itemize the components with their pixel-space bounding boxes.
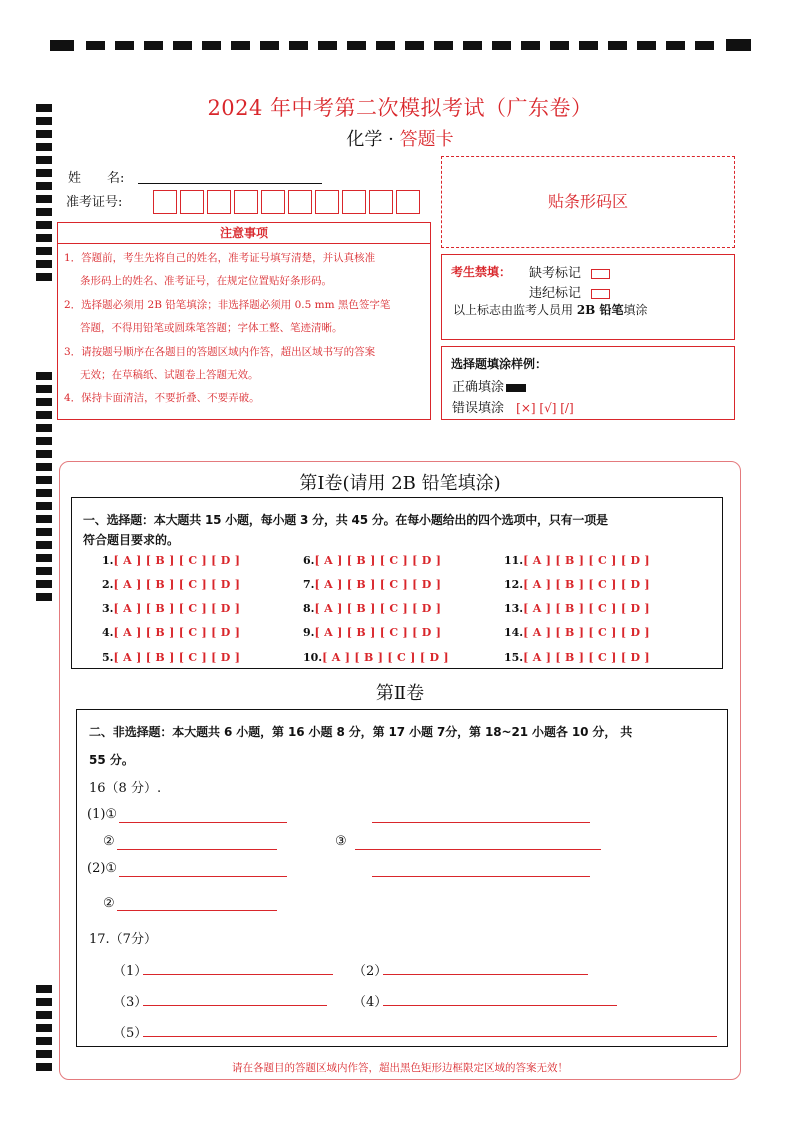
q16-1-3-answer-line[interactable] bbox=[355, 849, 601, 850]
part2-heading: 第Ⅱ卷 bbox=[375, 683, 425, 704]
q17-2-answer-line[interactable] bbox=[383, 974, 588, 975]
choice-question[interactable] bbox=[504, 602, 650, 615]
choice-question[interactable] bbox=[504, 554, 650, 567]
q16-1-1b-answer-line[interactable] bbox=[372, 822, 590, 823]
choice-question[interactable] bbox=[504, 651, 650, 664]
absent-mark-box[interactable] bbox=[591, 269, 610, 279]
id-digit-cell[interactable] bbox=[207, 190, 231, 214]
answer-options[interactable]: [ A ] [ B ] [ C ] [ D ] bbox=[113, 651, 241, 664]
answer-options[interactable]: [ A ] [ B ] [ C ] [ D ] bbox=[322, 651, 449, 664]
id-digit-cell[interactable] bbox=[153, 190, 177, 214]
fill-sample-heading: 选择题填涂样例： bbox=[451, 357, 548, 371]
notice-line: 条形码上的姓名、准考证号，在规定位置贴好条形码。 bbox=[80, 275, 332, 287]
violation-mark-box[interactable] bbox=[591, 289, 610, 299]
choice-question[interactable] bbox=[303, 651, 449, 664]
name-label: 姓 名: bbox=[68, 171, 125, 186]
choice-question[interactable] bbox=[102, 602, 240, 615]
id-digit-cell[interactable] bbox=[261, 190, 285, 214]
notice-line: 4．保持卡面清洁，不要折叠、不要弄破。 bbox=[64, 392, 260, 404]
question-number: 4. bbox=[102, 626, 114, 639]
question-number: 10. bbox=[303, 651, 323, 664]
q17-4-answer-line[interactable] bbox=[383, 1005, 617, 1006]
proctor-note-bold: 2B 铅笔 bbox=[576, 303, 624, 317]
id-digit-cell[interactable] bbox=[315, 190, 339, 214]
absent-mark-label: 缺考标记 bbox=[529, 266, 582, 281]
question-number: 12. bbox=[504, 578, 524, 591]
part2-instruction: 二、非选择题：本大题共 6 小题，第 16 小题 8 分，第 17 小题 7分，第 18~21 小题各 10 分， 共 bbox=[89, 725, 633, 739]
footer-warning: 请在各题目的答题区域内作答，超出黑色矩形边框限定区域的答案无效！ bbox=[232, 1062, 568, 1074]
choice-section bbox=[71, 497, 723, 669]
notice-line: 答题，不得用铅笔或圆珠笔答题；字体工整、笔迹清晰。 bbox=[80, 322, 343, 334]
id-digit-cell[interactable] bbox=[369, 190, 393, 214]
fill-sample-box bbox=[441, 346, 735, 420]
answer-options[interactable]: [ A ] [ B ] [ C ] [ D ] bbox=[523, 651, 650, 664]
answer-options[interactable]: [ A ] [ B ] [ C ] [ D ] bbox=[314, 602, 442, 615]
notice-line: 2．选择题必须用 2B 铅笔填涂；非选择题必须用 0.5 mm 黑色签字笔 bbox=[64, 299, 391, 311]
barcode-area[interactable] bbox=[441, 156, 735, 248]
notice-heading: 注意事项 bbox=[58, 223, 430, 244]
page-subtitle bbox=[0, 125, 800, 151]
question-number: 14. bbox=[504, 626, 524, 639]
question-number: 11. bbox=[504, 554, 524, 567]
q16-2-1b-answer-line[interactable] bbox=[372, 876, 590, 877]
wrong-fill-row bbox=[452, 397, 574, 416]
part1-instruction-cont: 符合题目要求的。 bbox=[83, 533, 180, 547]
id-digit-cell[interactable] bbox=[342, 190, 366, 214]
q17-3-answer-line[interactable] bbox=[143, 1005, 327, 1006]
question-number: 13. bbox=[504, 602, 524, 615]
q17-1-label: （1） bbox=[113, 964, 148, 979]
part1-instruction: 一、选择题：本大题共 15 小题，每小题 3 分，共 45 分。在每小题给出的四个选项中，只有一项是 bbox=[83, 513, 608, 527]
choice-question[interactable] bbox=[303, 602, 441, 615]
q16-1-3-label: ③ bbox=[335, 834, 347, 849]
wrong-fill-marks: [×] [√] [/] bbox=[516, 401, 574, 415]
correct-fill-row bbox=[452, 376, 526, 395]
q16-1-1-label: (1)① bbox=[87, 807, 118, 822]
question-number: 15. bbox=[504, 651, 524, 664]
q16-2-1-answer-line[interactable] bbox=[119, 876, 287, 877]
question-number: 5. bbox=[102, 651, 114, 664]
q17-label: 17.（7分） bbox=[89, 932, 157, 947]
violation-mark-label: 违纪标记 bbox=[529, 286, 582, 301]
choice-question[interactable] bbox=[303, 578, 441, 591]
q17-1-answer-line[interactable] bbox=[143, 974, 333, 975]
part2-instruction-cont: 55 分。 bbox=[89, 753, 134, 767]
absent-mark-row bbox=[529, 262, 610, 281]
q16-1-2-answer-line[interactable] bbox=[117, 849, 277, 850]
wrong-fill-label: 错误填涂 bbox=[452, 401, 505, 416]
notice-line: 1．答题前，考生先将自己的姓名，准考证号填写清楚，并认真核准 bbox=[64, 252, 376, 264]
q17-4-label: （4） bbox=[353, 995, 388, 1010]
q16-label: 16（8 分）. bbox=[89, 781, 162, 796]
question-number: 7. bbox=[303, 578, 315, 591]
subject-label: 化学 · bbox=[346, 129, 400, 150]
choice-question[interactable] bbox=[102, 626, 240, 639]
id-digit-cell[interactable] bbox=[396, 190, 420, 214]
q16-1-2-label: ② bbox=[103, 834, 115, 849]
answer-options[interactable]: [ A ] [ B ] [ C ] [ D ] bbox=[523, 602, 650, 615]
filled-block-icon bbox=[506, 384, 526, 392]
q16-2-1-label: (2)① bbox=[87, 861, 118, 876]
answer-options[interactable]: [ A ] [ B ] [ C ] [ D ] bbox=[113, 602, 241, 615]
proctor-note-end: 填涂 bbox=[623, 303, 648, 317]
id-digit-cell[interactable] bbox=[180, 190, 204, 214]
id-digit-cell[interactable] bbox=[288, 190, 312, 214]
proctor-note-text: 以上标志由监考人员用 bbox=[453, 303, 577, 317]
answer-options[interactable]: [ A ] [ B ] [ C ] [ D ] bbox=[113, 578, 241, 591]
question-number: 9. bbox=[303, 626, 315, 639]
choice-question[interactable] bbox=[303, 626, 441, 639]
answer-options[interactable]: [ A ] [ B ] [ C ] [ D ] bbox=[113, 554, 241, 567]
notice-line: 3．请按题号顺序在各题目的答题区域内作答，超出区域书写的答案 bbox=[64, 346, 376, 358]
correct-fill-label: 正确填涂 bbox=[452, 380, 505, 395]
answer-options[interactable]: [ A ] [ B ] [ C ] [ D ] bbox=[314, 554, 442, 567]
q17-5-answer-line[interactable] bbox=[143, 1036, 717, 1037]
proctor-label: 考生禁填： bbox=[451, 265, 512, 279]
question-number: 1. bbox=[102, 554, 114, 567]
notice-box bbox=[57, 222, 431, 420]
answer-options[interactable]: [ A ] [ B ] [ C ] [ D ] bbox=[523, 578, 650, 591]
question-number: 6. bbox=[303, 554, 315, 567]
answer-options[interactable]: [ A ] [ B ] [ C ] [ D ] bbox=[314, 626, 442, 639]
proctor-marks-box bbox=[441, 254, 735, 340]
q17-5-label: （5） bbox=[113, 1026, 148, 1041]
q17-2-label: （2） bbox=[353, 964, 388, 979]
answer-sheet-label: 答题卡 bbox=[399, 129, 454, 150]
proctor-note bbox=[453, 301, 648, 318]
question-number: 8. bbox=[303, 602, 315, 615]
choice-question[interactable] bbox=[504, 578, 650, 591]
answer-options[interactable]: [ A ] [ B ] [ C ] [ D ] bbox=[523, 554, 650, 567]
notice-line: 无效；在草稿纸、试题卷上答题无效。 bbox=[80, 369, 259, 381]
q16-2-2-label: ② bbox=[103, 896, 115, 911]
question-number: 3. bbox=[102, 602, 114, 615]
choice-question[interactable] bbox=[102, 578, 240, 591]
choice-question[interactable] bbox=[303, 554, 441, 567]
q16-2-2-answer-line[interactable] bbox=[117, 910, 277, 911]
answer-options[interactable]: [ A ] [ B ] [ C ] [ D ] bbox=[113, 626, 241, 639]
question-number: 2. bbox=[102, 578, 114, 591]
choice-question[interactable] bbox=[504, 626, 650, 639]
answer-options[interactable]: [ A ] [ B ] [ C ] [ D ] bbox=[523, 626, 650, 639]
choice-question[interactable] bbox=[102, 554, 240, 567]
id-label: 准考证号: bbox=[66, 195, 123, 210]
violation-mark-row bbox=[529, 282, 610, 301]
name-field[interactable] bbox=[138, 183, 322, 184]
id-digit-cell[interactable] bbox=[234, 190, 258, 214]
page-title: 2024 年中考第二次模拟考试（广东卷） bbox=[207, 96, 593, 120]
answer-options[interactable]: [ A ] [ B ] [ C ] [ D ] bbox=[314, 578, 442, 591]
q16-1-1-answer-line[interactable] bbox=[119, 822, 287, 823]
q17-3-label: （3） bbox=[113, 995, 148, 1010]
written-section bbox=[76, 709, 728, 1047]
barcode-label: 贴条形码区 bbox=[547, 192, 628, 211]
part1-heading: 第Ⅰ卷(请用 2B 铅笔填涂) bbox=[299, 473, 501, 494]
choice-question[interactable] bbox=[102, 651, 240, 664]
